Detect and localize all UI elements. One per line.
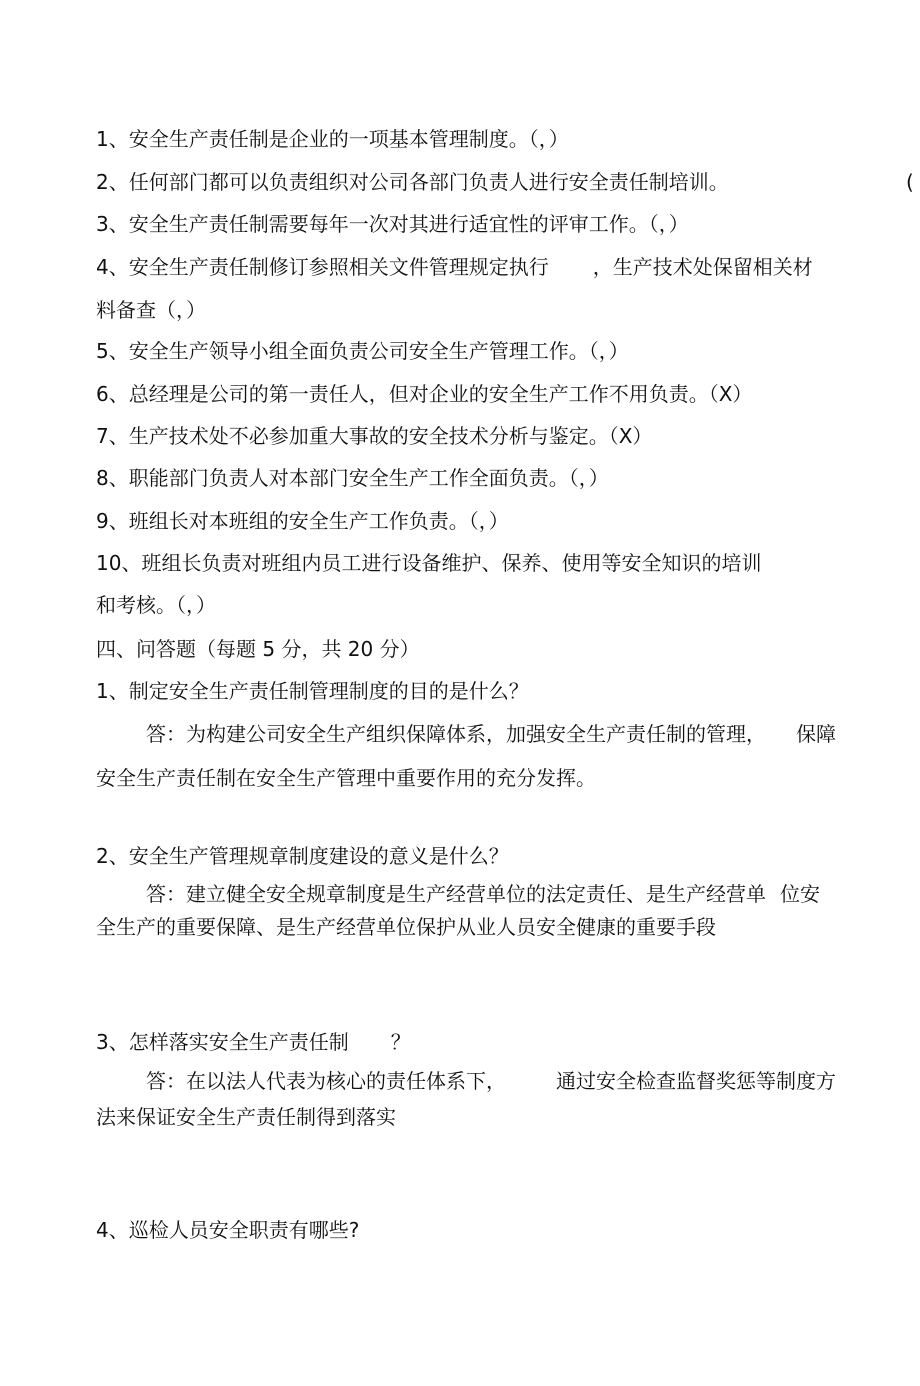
answer-3-cont: 法来保证安全生产责任制得到落实 [96, 1105, 396, 1129]
true-false-item-6: 6、总经理是公司的第一责任人，但对企业的安全生产工作不用负责。（X） [96, 382, 753, 406]
answer-2: 答：建立健全安全规章制度是生产经营单位的法定责任、是生产经营单 位安 [146, 882, 820, 906]
answer-bracket-cut: ( [906, 170, 914, 194]
true-false-item-7: 7、生产技术处不必参加重大事故的安全技术分析与鉴定。（X） [96, 424, 653, 448]
true-false-item-4: 4、安全生产责任制修订参照相关文件管理规定执行 ，生产技术处保留相关材 [96, 255, 813, 279]
question-1: 1、制定安全生产责任制管理制度的目的是什么？ [96, 679, 529, 703]
true-false-item-5: 5、安全生产领导小组全面负责公司安全生产管理工作。（，） [96, 339, 629, 363]
answer-2-cont: 全生产的重要保障、是生产经营单位保护从业人员安全健康的重要手段 [96, 915, 716, 939]
true-false-item-10-cont: 和考核。（，） [96, 593, 216, 617]
question-4: 4、巡检人员安全职责有哪些? [96, 1218, 360, 1242]
true-false-item-9: 9、班组长对本班组的安全生产工作负责。（，） [96, 509, 509, 533]
answer-3: 答：在以法人代表为核心的责任体系下， 通过安全检查监督奖惩等制度方 [146, 1069, 836, 1093]
true-false-item-2: 2、任何部门都可以负责组织对公司各部门负责人进行安全责任制培训。 [96, 170, 729, 194]
question-2: 2、安全生产管理规章制度建设的意义是什么？ [96, 844, 509, 868]
true-false-item-3: 3、安全生产责任制需要每年一次对其进行适宜性的评审工作。（，） [96, 212, 689, 236]
true-false-item-8: 8、职能部门负责人对本部门安全生产工作全面负责。（，） [96, 466, 609, 490]
true-false-item-4-cont: 料备查（，） [96, 298, 206, 322]
question-3: 3、怎样落实安全生产责任制 ？ [96, 1030, 411, 1054]
true-false-item-1: 1、安全生产责任制是企业的一项基本管理制度。（，） [96, 127, 569, 151]
section-heading: 四、问答题（每题 5 分，共 20 分） [96, 637, 420, 661]
true-false-item-10: 10、班组长负责对班组内员工进行设备维护、保养、使用等安全知识的培训 [96, 551, 762, 575]
answer-1: 答：为构建公司安全生产组织保障体系，加强安全生产责任制的管理， 保障 [146, 722, 836, 746]
answer-1-cont: 安全生产责任制在安全生产管理中重要作用的充分发挥。 [96, 766, 596, 790]
